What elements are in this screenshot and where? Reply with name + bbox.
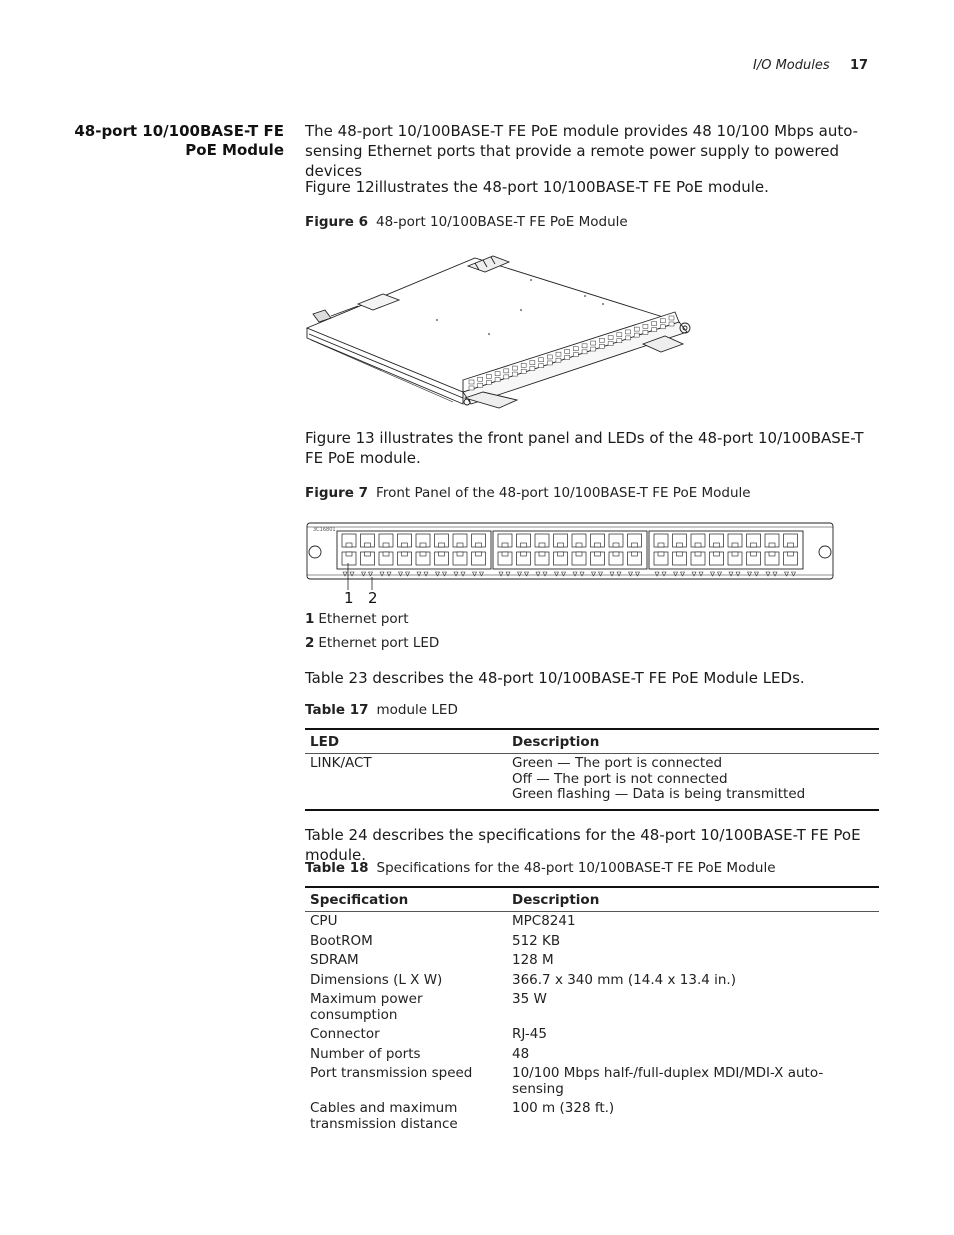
ethernet-port-icon bbox=[517, 552, 531, 565]
ethernet-port-icon bbox=[435, 534, 449, 547]
module-port-icon bbox=[599, 338, 604, 342]
table-row bbox=[305, 971, 879, 991]
ethernet-port-icon bbox=[554, 534, 568, 547]
table-row bbox=[305, 912, 879, 932]
table-header-row bbox=[305, 887, 879, 912]
callout-number: 2 bbox=[305, 635, 315, 651]
ethernet-port-icon bbox=[691, 534, 705, 547]
module-port-icon bbox=[573, 347, 578, 351]
module-port-icon bbox=[539, 358, 544, 362]
module-port-icon bbox=[521, 369, 526, 373]
table-row bbox=[305, 932, 879, 952]
ethernet-port-icon bbox=[498, 552, 512, 565]
module-port-icon bbox=[478, 377, 483, 381]
ethernet-port-icon bbox=[398, 534, 412, 547]
figure13-reference: Figure 13 illustrates the front panel and LEDs of the 48-port 10/100BASE-T FE PoE module. bbox=[305, 429, 864, 467]
ethernet-port-icon bbox=[728, 534, 742, 547]
panel-model-label: 3C16801 bbox=[313, 527, 336, 533]
table-row bbox=[305, 1099, 879, 1134]
ethernet-port-icon bbox=[784, 534, 798, 547]
callout-text: Ethernet port LED bbox=[318, 635, 440, 651]
table23-reference: Table 23 describes the 48-port 10/100BASE-T FE PoE Module LEDs. bbox=[305, 669, 805, 687]
figure6-caption bbox=[305, 214, 628, 230]
module-port-icon bbox=[504, 369, 509, 373]
section-title-line2: PoE Module bbox=[185, 141, 284, 159]
ethernet-port-icon bbox=[535, 534, 549, 547]
table18-caption bbox=[305, 860, 776, 876]
module-port-icon bbox=[486, 374, 491, 378]
module-port-icon bbox=[530, 367, 535, 371]
intro-paragraph: The 48-port 10/100BASE-T FE PoE module provides 48 10/100 Mbps auto-sensing Ethernet ports that provide a remote power supply to powered devices bbox=[305, 122, 859, 180]
led-name-cell: LINK/ACT bbox=[305, 754, 507, 810]
module-port-icon bbox=[591, 347, 596, 351]
module-port-icon bbox=[530, 361, 535, 365]
spec-value-cell: RJ-45 bbox=[512, 1026, 547, 1042]
led-state-line: Green flashing — Data is being transmitted bbox=[512, 786, 806, 802]
ethernet-port-icon bbox=[379, 534, 393, 547]
table-row bbox=[305, 754, 879, 810]
ethernet-port-icon bbox=[361, 534, 375, 547]
led-state-line: Green — The port is connected bbox=[512, 755, 723, 771]
ethernet-port-icon bbox=[572, 552, 586, 565]
module-port-icon bbox=[626, 330, 631, 334]
ethernet-port-icon bbox=[673, 534, 687, 547]
ethernet-port-icon bbox=[472, 534, 486, 547]
spec-value-cell: 128 M bbox=[512, 952, 554, 968]
table-row bbox=[305, 990, 879, 1025]
figure7-caption bbox=[305, 485, 751, 501]
module-port-icon bbox=[599, 344, 604, 348]
callout-item-1 bbox=[305, 611, 409, 627]
led-table bbox=[305, 728, 879, 811]
spec-name-cell: Number of ports bbox=[310, 1045, 421, 1062]
module-port-icon bbox=[626, 336, 631, 340]
ethernet-port-icon bbox=[342, 552, 356, 565]
module-port-icon bbox=[495, 372, 500, 376]
callout-marker-1: 1 bbox=[344, 589, 354, 607]
spec-name-cell: Dimensions (L X W) bbox=[310, 971, 443, 988]
module-illustration bbox=[303, 252, 701, 414]
module-port-icon bbox=[608, 335, 613, 339]
callout-marker-2: 2 bbox=[368, 589, 378, 607]
ethernet-port-icon bbox=[691, 552, 705, 565]
table-row bbox=[305, 1025, 879, 1045]
ethernet-port-icon bbox=[710, 534, 724, 547]
specifications-table bbox=[305, 886, 879, 1134]
module-port-icon bbox=[573, 353, 578, 357]
module-port-icon bbox=[652, 322, 657, 326]
column-header: Description bbox=[507, 887, 879, 912]
figure12-reference: Figure 12illustrates the 48-port 10/100BASE-T FE PoE module. bbox=[305, 178, 769, 196]
table17-caption bbox=[305, 702, 458, 718]
ethernet-port-icon bbox=[453, 534, 467, 547]
figure6-label: Figure 6 bbox=[305, 214, 369, 230]
module-port-icon bbox=[512, 372, 517, 376]
ethernet-port-icon bbox=[628, 552, 642, 565]
ethernet-port-icon bbox=[398, 552, 412, 565]
module-port-icon bbox=[582, 350, 587, 354]
spec-name-cell: BootROM bbox=[310, 932, 373, 949]
ethernet-port-icon bbox=[416, 534, 430, 547]
module-port-icon bbox=[512, 366, 517, 370]
led-description-cell bbox=[507, 754, 879, 810]
module-port-icon bbox=[565, 349, 570, 353]
spec-value-cell: MPC8241 bbox=[512, 913, 576, 929]
table18-title: Specifications for the 48-port 10/100BASE-T FE PoE Module bbox=[376, 860, 776, 876]
module-port-icon bbox=[582, 344, 587, 348]
module-port-icon bbox=[469, 386, 474, 390]
table18-label: Table 18 bbox=[305, 860, 369, 876]
module-port-icon bbox=[521, 363, 526, 367]
ethernet-port-icon bbox=[572, 534, 586, 547]
spec-name-cell: SDRAM bbox=[310, 952, 359, 968]
section-title bbox=[60, 122, 284, 160]
table-header-row bbox=[305, 729, 879, 754]
ethernet-port-icon bbox=[628, 534, 642, 547]
table-row bbox=[305, 951, 879, 971]
spec-value-cell: 35 W bbox=[512, 991, 547, 1007]
module-port-icon bbox=[469, 380, 474, 384]
module-port-icon bbox=[652, 328, 657, 332]
table17-label: Table 17 bbox=[305, 702, 369, 718]
ethernet-port-icon bbox=[517, 534, 531, 547]
callout-text: Ethernet port bbox=[318, 611, 409, 627]
module-port-icon bbox=[617, 333, 622, 337]
ethernet-port-icon bbox=[379, 552, 393, 565]
module-port-icon bbox=[669, 322, 674, 326]
spec-name-cell: Maximum power consumption bbox=[310, 991, 423, 1023]
ethernet-port-icon bbox=[591, 552, 605, 565]
front-panel-illustration bbox=[305, 517, 837, 611]
module-port-icon bbox=[643, 324, 648, 328]
spec-value-cell: 10/100 Mbps half-/full-duplex MDI/MDI-X auto-sensing bbox=[512, 1065, 824, 1097]
module-port-icon bbox=[660, 325, 665, 329]
ethernet-port-icon bbox=[591, 534, 605, 547]
ethernet-port-icon bbox=[498, 534, 512, 547]
callout-number: 1 bbox=[305, 611, 315, 627]
ethernet-port-icon bbox=[673, 552, 687, 565]
figure7-title: Front Panel of the 48-port 10/100BASE-T FE PoE Module bbox=[376, 485, 751, 501]
module-port-icon bbox=[486, 380, 491, 384]
ethernet-port-icon bbox=[654, 552, 668, 565]
spec-value-cell: 48 bbox=[512, 1045, 530, 1062]
column-header: Specification bbox=[305, 887, 507, 912]
spec-value-cell: 366.7 x 340 mm (14.4 x 13.4 in.) bbox=[512, 971, 736, 988]
module-port-icon bbox=[556, 358, 561, 362]
figure7-label: Figure 7 bbox=[305, 485, 369, 501]
module-port-icon bbox=[547, 361, 552, 365]
led-state-line: Off — The port is not connected bbox=[512, 770, 728, 787]
running-header-section: I/O Modules bbox=[753, 58, 830, 73]
ethernet-port-icon bbox=[747, 534, 761, 547]
ethernet-port-icon bbox=[535, 552, 549, 565]
callout-item-2 bbox=[305, 635, 439, 651]
ethernet-port-icon bbox=[765, 552, 779, 565]
table24-reference: Table 24 describes the specifications for the 48-port 10/100BASE-T FE PoE module. bbox=[305, 826, 861, 864]
ethernet-port-icon bbox=[453, 552, 467, 565]
ethernet-port-icon bbox=[361, 552, 375, 565]
module-port-icon bbox=[643, 330, 648, 334]
ethernet-port-icon bbox=[554, 552, 568, 565]
module-port-icon bbox=[591, 341, 596, 345]
ethernet-port-icon bbox=[472, 552, 486, 565]
ethernet-port-icon bbox=[342, 534, 356, 547]
module-port-icon bbox=[669, 316, 674, 320]
ethernet-port-icon bbox=[416, 552, 430, 565]
module-port-icon bbox=[504, 375, 509, 379]
module-port-icon bbox=[617, 339, 622, 343]
spec-name-cell: CPU bbox=[310, 913, 338, 929]
column-header: Description bbox=[507, 729, 879, 754]
table-row bbox=[305, 1045, 879, 1065]
module-port-icon bbox=[556, 352, 561, 356]
module-port-icon bbox=[634, 333, 639, 337]
module-port-icon bbox=[478, 383, 483, 387]
module-port-icon bbox=[565, 355, 570, 359]
spec-name-cell: Cables and maximum transmission distance bbox=[310, 1100, 458, 1132]
ethernet-port-icon bbox=[609, 552, 623, 565]
page-number: 17 bbox=[850, 58, 869, 73]
ethernet-port-icon bbox=[710, 552, 724, 565]
module-port-icon bbox=[495, 378, 500, 382]
module-port-icon bbox=[634, 327, 639, 331]
ethernet-port-icon bbox=[654, 534, 668, 547]
ethernet-port-icon bbox=[435, 552, 449, 565]
ethernet-port-icon bbox=[747, 552, 761, 565]
spec-value-cell: 512 KB bbox=[512, 932, 561, 949]
table-row bbox=[305, 1064, 879, 1099]
figure6-title: 48-port 10/100BASE-T FE PoE Module bbox=[376, 214, 628, 230]
column-header: LED bbox=[305, 729, 507, 754]
ethernet-port-icon bbox=[784, 552, 798, 565]
spec-value-cell: 100 m (328 ft.) bbox=[512, 1100, 615, 1116]
table17-title: module LED bbox=[376, 702, 458, 718]
ethernet-port-icon bbox=[765, 534, 779, 547]
spec-name-cell: Port transmission speed bbox=[310, 1065, 473, 1081]
spec-name-cell: Connector bbox=[310, 1026, 380, 1042]
section-title-line1: 48-port 10/100BASE-T FE bbox=[74, 122, 284, 140]
module-port-icon bbox=[660, 319, 665, 323]
ethernet-port-icon bbox=[609, 534, 623, 547]
ethernet-port-icon bbox=[728, 552, 742, 565]
module-port-icon bbox=[547, 355, 552, 359]
module-port-icon bbox=[539, 364, 544, 368]
module-port-icon bbox=[608, 341, 613, 345]
